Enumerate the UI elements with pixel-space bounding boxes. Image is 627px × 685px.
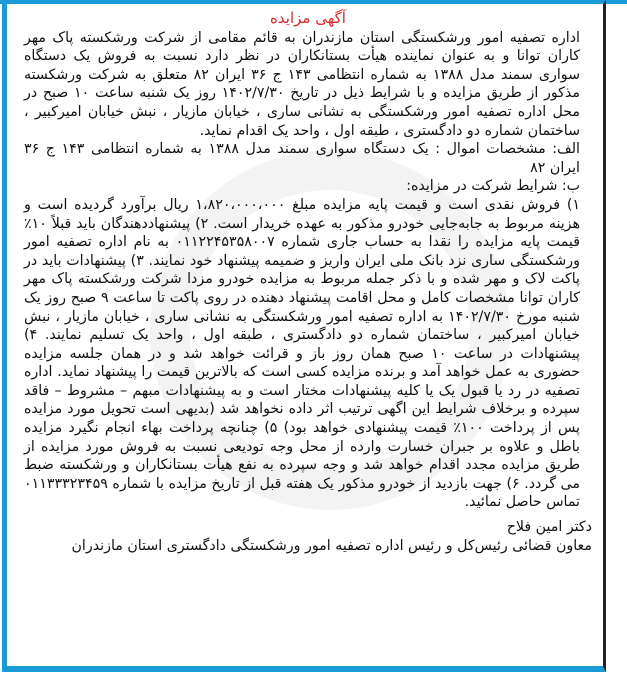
signature-block <box>24 518 592 555</box>
conditions-paragraph: ۱) فروش نقدی است و قیمت پایه مزایده مبلغ ۱،۸۲۰،۰۰۰،۰۰۰ ریال برآورد گردیده است و هزینه مربوط به جابه‌جایی خودرو مذکور به عهده خریدار است. ۲) پیشنهاددهندگان باید قبلاً ۱۰٪ قیمت پایه مزایده را نقدا به حساب جاری شماره ۰۱۱۲۲۴۵۳۵۸۰۰۷ به نام اداره تصفیه امور ورشکستگی ساری نزد بانک ملی ایران واریز و ضمیمه پیشنهاد خود نمایند. ۳) پیشنهادات باید در پاکت لاک و مهر شده و با ذکر جمله مربوط به مزایده خودرو مزدا شرکت ورشکسته پاک مهر کاران توانا مشخصات کامل و محل اقامت پیشنهاد دهنده در روی پاکت تا ساعت ۹ صبح روز یک شنبه مورخ ۱۴۰۲/۷/۳۰ به اداره تصفیه امور ورشکستگی به نشانی ساری ، خیابان مازیار ، نبش خیابان امیرکبیر ، ساختمان شماره دو دادگستری ، طبقه اول ، واحد یک تسلیم نمایند. ۴) پیشنهادات در ساعت ۱۰ صبح همان روز باز و قرائت خواهد شد و در همان جلسه مزایده حضوری به عمل خواهد آمد و برنده مزایده کسی است که بالاترین قیمت را پیشنهاد نماید. اداره تصفیه در رد یا قبول یک یا کلیه پیشنهادات مختار است و به پیشنهادات مبهم – مشروط – فاقد سپرده و برخلاف شرایط این اگهی ترتیب اثر داده نخواهد شد (بدیهی است تحویل مورد مزایده پس از پرداخت ۱۰۰٪ قیمت پیشنهادی خواهد بود) ۵) چنانچه پرداخت بهاء انجام نگیرد مزایده باطل و علاوه بر جبران خسارت وارده از محل وجه تودیعی نسبت به فروش مورد مزایده از طریق مزایده مجدد اقدام خواهد شد و وجه سپرده به نفع هیأت بستانکاران و ورشکسته ضبط می گردد. ۶) جهت بازدید از خودرو مذکور یک هفته قبل از تاریخ مزایده با شماره ۰۱۱۳۳۳۲۳۴۵۹ تماس حاصل نمائید. <box>24 196 581 511</box>
section-b-heading: ب: شرایط شرکت در مزایده: <box>406 178 580 195</box>
auction-notice <box>24 9 592 555</box>
section-a-property-specs: الف: مشخصات اموال : یک دستگاه سواری سمند مدل ۱۳۸۸ به شماره انتظامی ۱۴۳ ج ۳۶ ایران ۸۲ <box>24 141 580 176</box>
notice-title: آگهی مزایده <box>270 9 346 27</box>
signatory-position: معاون قضائی رئیس‌کل و رئیس اداره تصفیه امور ورشکستگی دادگستری استان مازندران <box>71 537 592 554</box>
intro-paragraph: اداره تصفیه امور ورشکستگی استان مازندران به قائم مقامی از شرکت ورشکسته پاک مهر کاران توانا و به عنوان نماینده هیأت بستانکاران در نظر دارد نسبت به فروش یک دستگاه سواری سمند مدل ۱۳۸۸ به شماره انتظامی ۱۴۳ ج ۳۶ ایران ۸۲ متعلق به شرکت ورشکسته مذکور از طریق مزایده و با شرایط ذیل در تاریخ ۱۴۰۲/۷/۳۰ روز یک شنبه ساعت ۱۰ صبح در محل اداره تصفیه امور ورشکستگی به نشانی ساری ، خیابان مازیار ، نبش خیابان امیرکبیر ، ساختمان شماره دو دادگستری ، طبقه اول ، واحد یک اقدام نماید. <box>24 29 580 139</box>
signatory-name: دکتر امین فلاح <box>506 519 592 536</box>
